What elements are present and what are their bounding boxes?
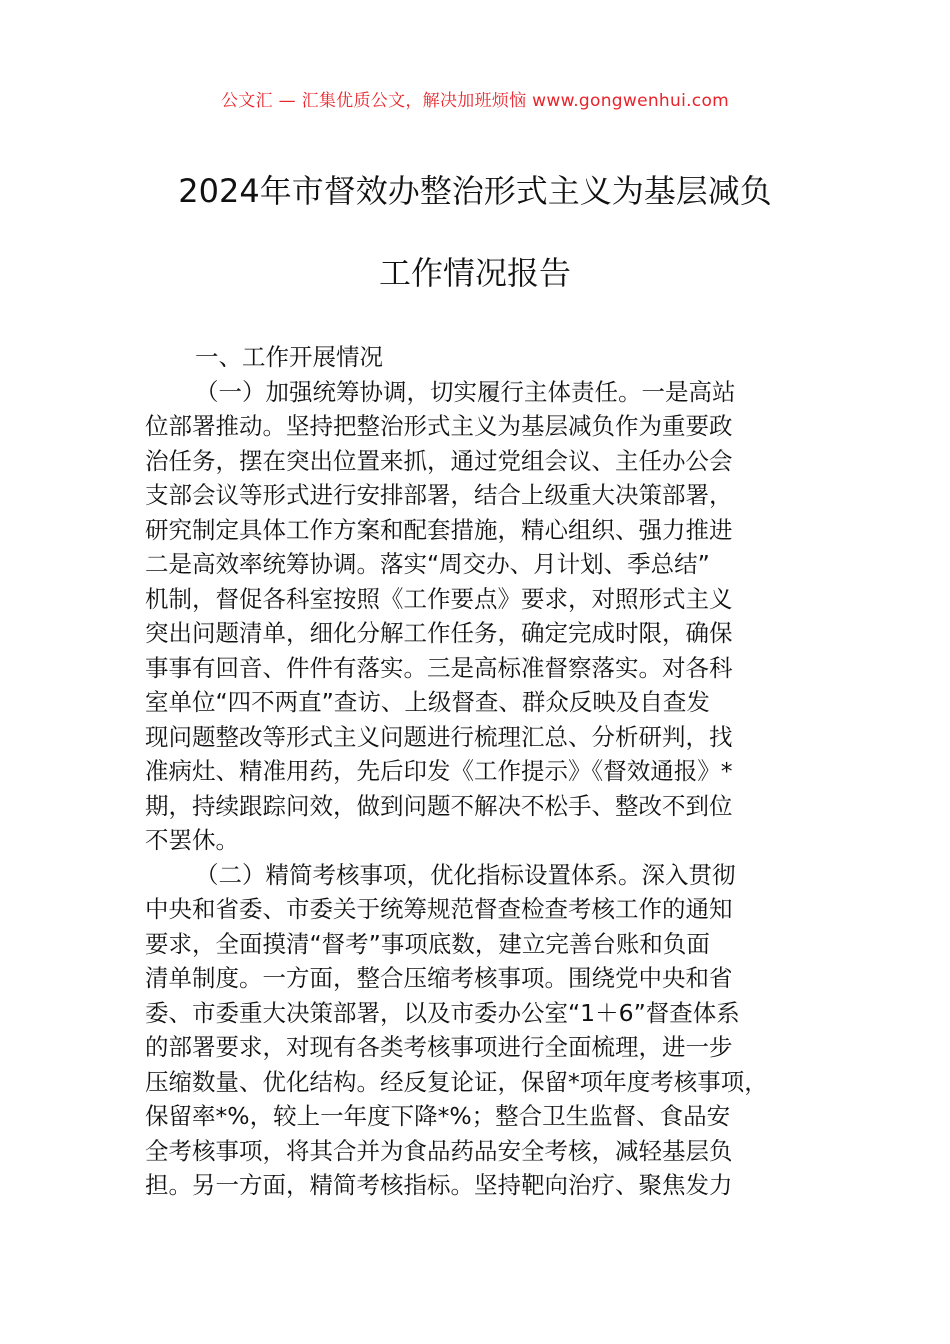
paragraph-2 — [145, 858, 835, 1203]
document-title — [120, 150, 830, 314]
paragraph-line: 压缩数量、优化结构。经反复论证，保留*项年度考核事项， — [145, 1067, 768, 1096]
paragraph-line: 位部署推动。坚持把整治形式主义为基层减负作为重要政 — [145, 412, 733, 440]
paragraph-line: 治任务，摆在突出位置来抓，通过党组会议、主任办公会 — [145, 446, 733, 475]
paragraph-line: 研究制定具体工作方案和配套措施，精心组织、强力推进 — [145, 515, 733, 544]
paragraph-line: 担。另一方面，精简考核指标。坚持靶向治疗、聚焦发力 — [145, 1171, 733, 1199]
paragraph-line: 室单位“四不两直”查访、上级督查、群众反映及自查发 — [145, 688, 710, 716]
paragraph-line: 委、市委重大决策部署，以及市委办公室“1＋6”督查体系 — [145, 998, 740, 1027]
paragraph-line: 不罢休。 — [145, 826, 239, 854]
header-banner: 公文汇 — 汇集优质公文，解决加班烦恼 www.gongwenhui.com — [220, 91, 730, 111]
paragraph-line: 二是高效率统筹协调。落实“周交办、月计划、季总结” — [145, 550, 710, 578]
paragraph-line: 中央和省委、市委关于统筹规范督查检查考核工作的通知 — [145, 895, 733, 923]
paragraph-line: 清单制度。一方面，整合压缩考核事项。围绕党中央和省 — [145, 964, 733, 992]
title-line-1: 2024年市督效办整治形式主义为基层减负 — [178, 172, 772, 210]
paragraph-line: 突出问题清单，细化分解工作任务，确定完成时限，确保 — [145, 619, 733, 647]
paragraph-line: （一）加强统筹协调，切实履行主体责任。一是高站 — [195, 377, 736, 406]
paragraph-line: 事事有回音、件件有落实。三是高标准督察落实。对各科 — [145, 653, 733, 682]
paragraph-line: 保留率*%，较上一年度下降*%；整合卫生监督、食品安 — [145, 1102, 731, 1130]
document-body — [145, 340, 835, 1203]
title-line-2: 工作情况报告 — [378, 254, 571, 292]
paragraph-line: 准病灶、精准用药，先后印发《工作提示》《督效通报》* — [145, 757, 733, 785]
paragraph-line: 期，持续跟踪问效，做到问题不解决不松手、整改不到位 — [145, 791, 733, 820]
paragraph-line: 支部会议等形式进行安排部署，结合上级重大决策部署， — [145, 481, 733, 509]
paragraph-line: 全考核事项，将其合并为食品药品安全考核，减轻基层负 — [145, 1136, 733, 1165]
paragraph-line: 的部署要求，对现有各类考核事项进行全面梳理，进一步 — [145, 1033, 733, 1061]
paragraph-line: 现问题整改等形式主义问题进行梳理汇总、分析研判，找 — [145, 722, 733, 751]
section-heading: 一、工作开展情况 — [195, 343, 383, 371]
paragraph-line: （二）精简考核事项，优化指标设置体系。深入贯彻 — [195, 860, 736, 889]
paragraph-1 — [145, 375, 835, 858]
paragraph-line: 要求，全面摸清“督考”事项底数，建立完善台账和负面 — [145, 929, 710, 958]
paragraph-line: 机制，督促各科室按照《工作要点》要求，对照形式主义 — [145, 584, 733, 613]
